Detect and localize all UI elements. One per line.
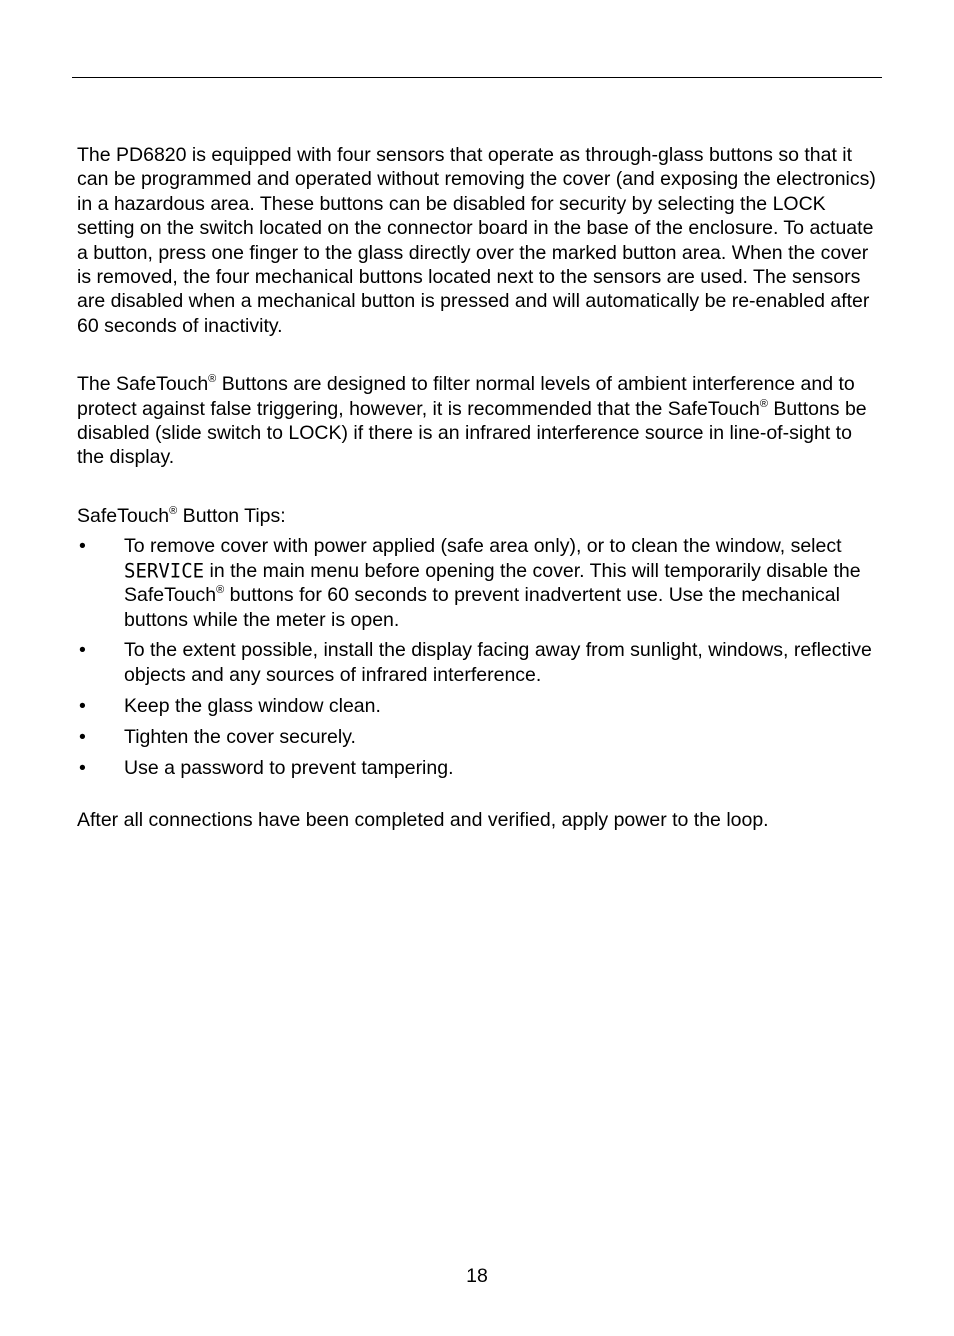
bullet-icon: • (79, 535, 86, 558)
tip1-text-3: buttons for 60 seconds to prevent inadvertent use. Use the mechanical buttons while the meter is open. (124, 584, 840, 631)
tips-list (77, 534, 882, 780)
tip1-text-2: in the main menu before opening the cover. This will temporarily disable the SafeTouch (124, 559, 861, 607)
registered-mark: ® (169, 504, 178, 517)
tip-item-clean-window (77, 694, 882, 718)
bullet-icon: • (79, 725, 86, 748)
lcd-service-menu-label: SERVICE (124, 559, 205, 583)
tip-item-tighten-cover (77, 725, 882, 749)
tips-heading (77, 504, 882, 528)
bullet-icon: • (79, 694, 86, 717)
registered-mark: ® (208, 373, 217, 386)
paragraph-safetouch-intro: The PD6820 is equipped with four sensors that operate as through-glass buttons so that it can be programmed and operated without removing the cover (and exposing the electronics) in a hazardous area. These buttons can be disabled for security by selecting the LOCK setting on the switch located on the connector board in the base of the enclosure. To actuate a button, press one finger to the glass directly over the marked button area. When the cover is removed, the four mechanical buttons located next to the sensors are used. The sensors are disabled when a mechanical button is pressed and will automatically be re-enabled after 60 seconds of inactivity. (77, 144, 876, 337)
page-number: 18 (466, 1265, 488, 1287)
tip2-text: To the extent possible, install the display facing away from sunlight, windows, reflective objects and any sources of infrared interference. (124, 639, 872, 686)
registered-mark: ® (216, 584, 225, 597)
page-content (77, 143, 882, 832)
bullet-icon: • (79, 756, 86, 779)
tip-item-orientation (77, 638, 882, 687)
tips-heading-text-2: Button Tips: (177, 504, 286, 527)
tip-item-remove-cover (77, 534, 882, 632)
registered-mark: ® (759, 397, 768, 410)
paragraph-apply-power: After all connections have been completed and verified, apply power to the loop. (77, 808, 769, 831)
tip-item-password (77, 756, 882, 780)
tip4-text: Tighten the cover securely. (124, 725, 356, 748)
header-rule (72, 77, 882, 78)
bullet-icon: • (79, 639, 86, 662)
para2-text-2: Buttons are designed to filter normal levels of ambient interference and to protect against false triggering, however, it is recommended that the SafeTouch (77, 373, 855, 420)
para2-text-1: The SafeTouch (77, 373, 209, 396)
tip3-text: Keep the glass window clean. (124, 694, 381, 717)
paragraph-safetouch-interference (77, 372, 882, 470)
tip5-text: Use a password to prevent tampering. (124, 756, 454, 779)
tips-heading-text-1: SafeTouch (77, 504, 170, 527)
para2-text-3: Buttons be disabled (slide switch to LOCK) if there is an infrared interference source in line-of-sight to the display. (77, 397, 867, 469)
tip1-text-1: To remove cover with power applied (safe area only), or to clean the window, select (124, 535, 842, 558)
